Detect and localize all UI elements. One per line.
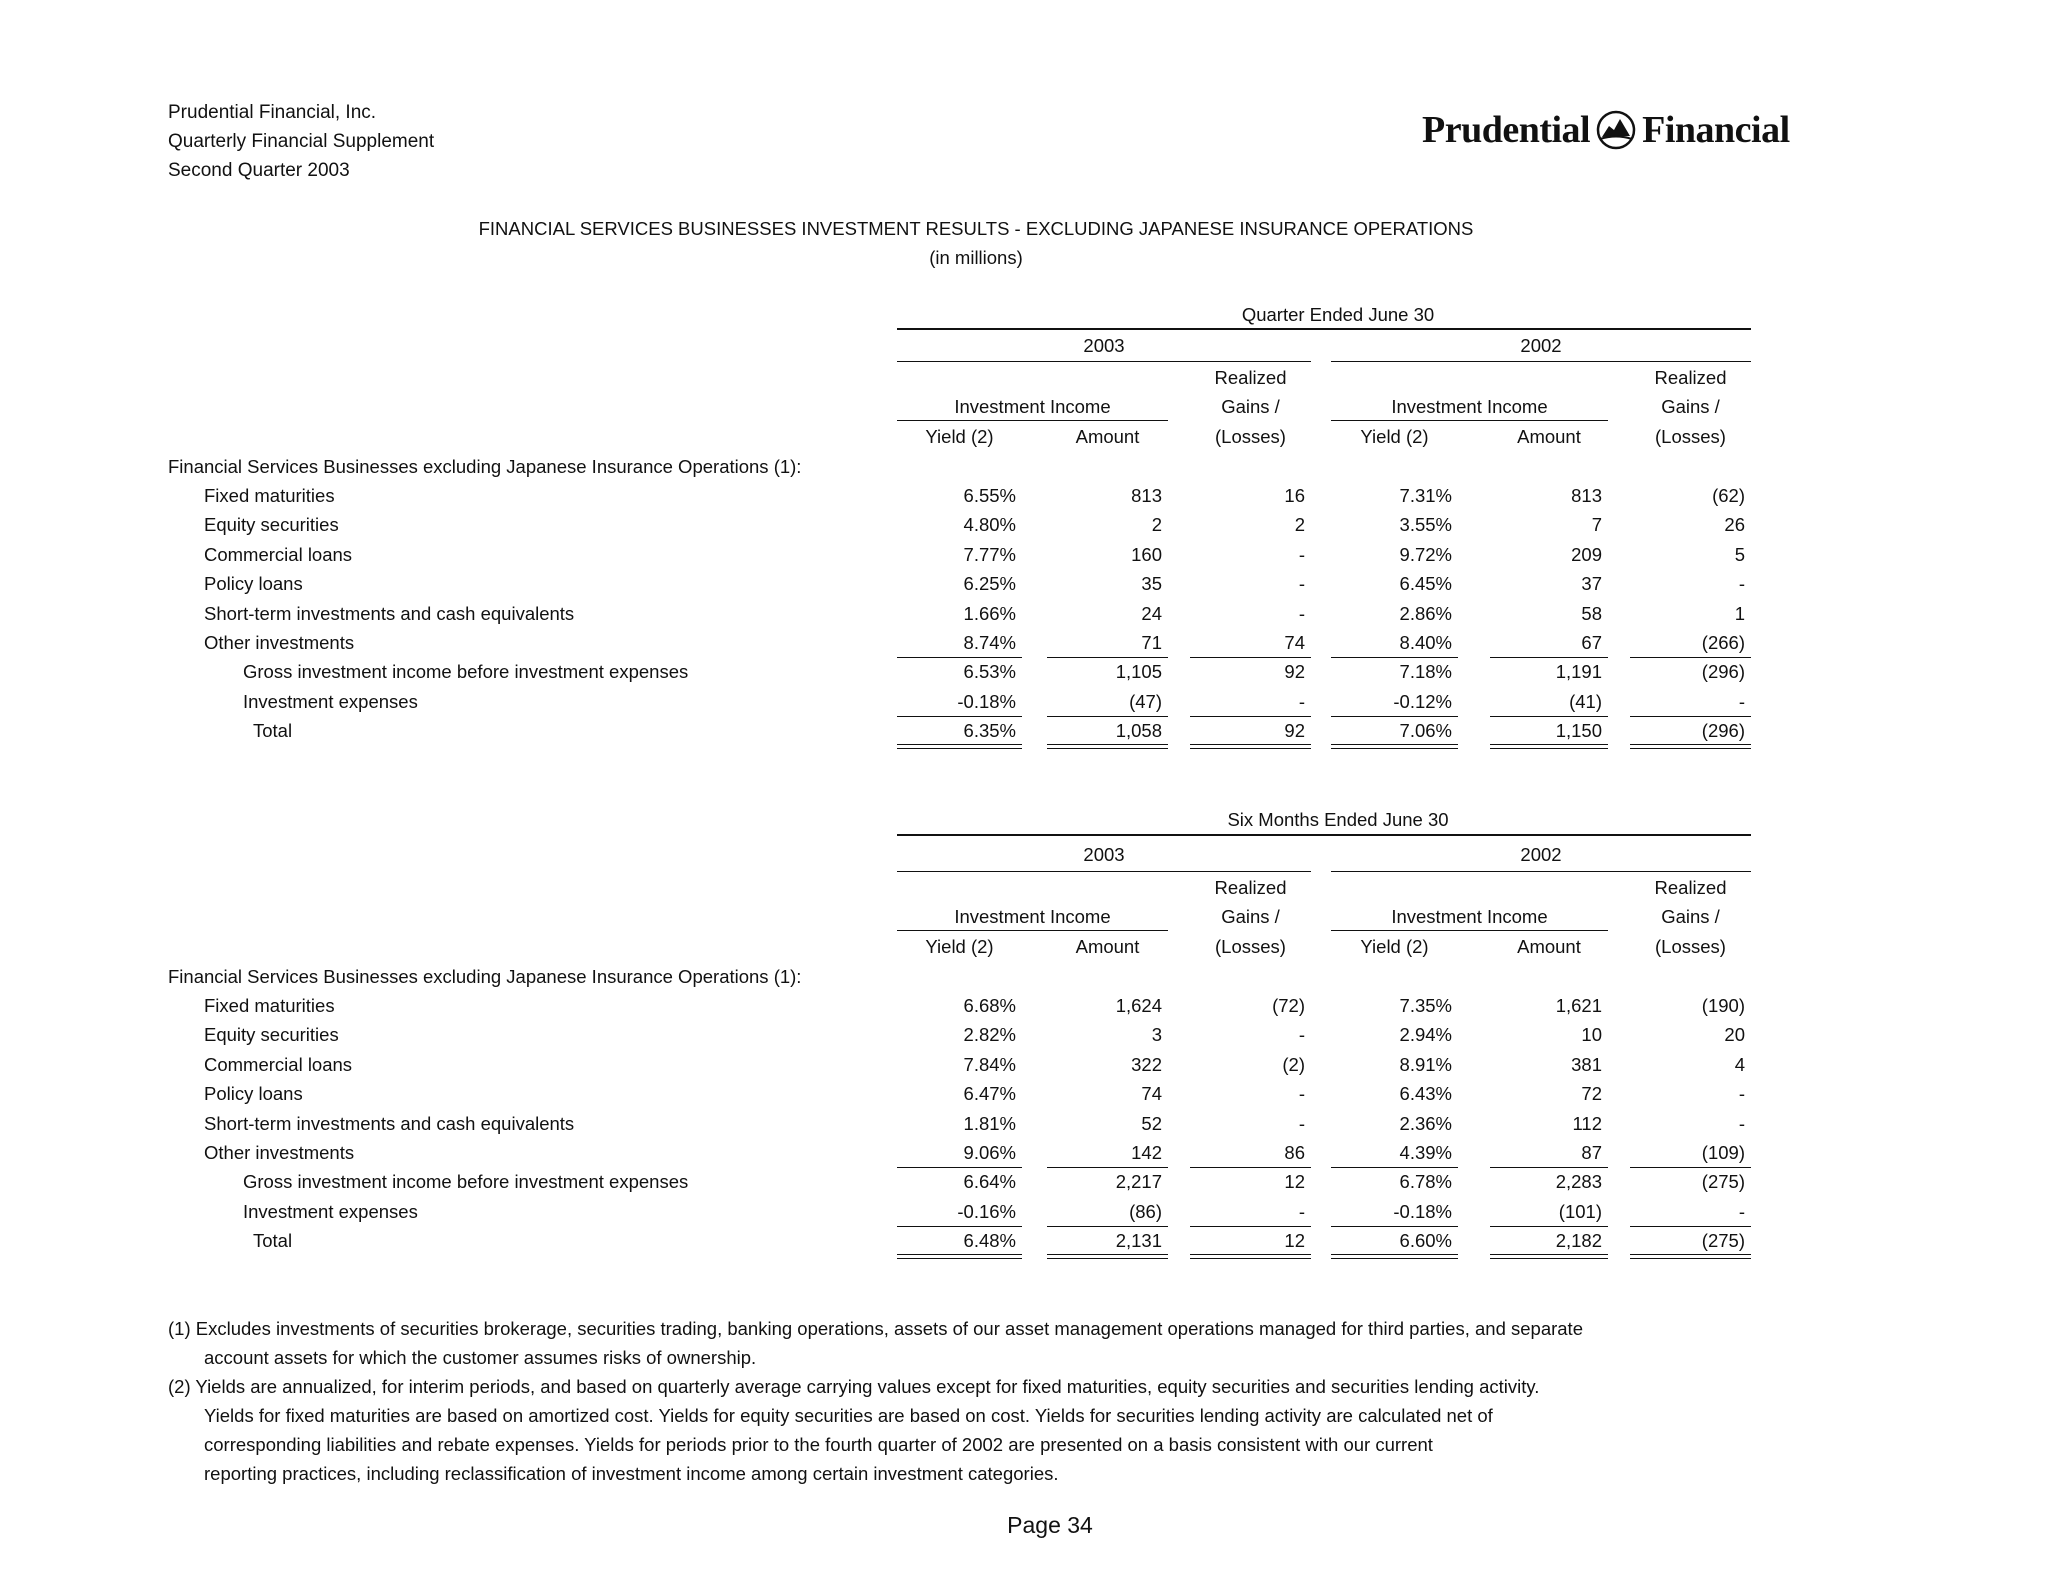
section-heading: Quarter Ended June 30 <box>1241 304 1435 325</box>
table-cell: 1,624 <box>1115 995 1162 1016</box>
table-cell: 71 <box>1141 632 1162 653</box>
amount-label: Amount <box>1517 426 1581 447</box>
subtotal-rule <box>897 657 1022 658</box>
losses-label: (Losses) <box>1655 426 1726 447</box>
prudential-logo <box>1422 108 1790 152</box>
amount-label: Amount <box>1075 936 1140 957</box>
subtotal-rule <box>1630 716 1751 717</box>
footnote-2-cont: reporting practices, including reclassification of investment income among certain investment categories. <box>204 1463 1059 1484</box>
table-cell: 112 <box>1572 1112 1602 1134</box>
table-cell: 142 <box>1131 1142 1162 1163</box>
table-cell: 12 <box>1284 1171 1305 1193</box>
total-double-rule <box>1190 1254 1311 1259</box>
table-cell: -0.12% <box>1393 690 1452 712</box>
table-cell: 8.91% <box>1399 1053 1452 1075</box>
table-cell: 6.55% <box>963 485 1016 506</box>
table-cell: 1,058 <box>1115 720 1162 742</box>
table-cell: (86) <box>1129 1200 1162 1222</box>
table-cell: 2 <box>1151 514 1162 536</box>
table-cell: 26 <box>1724 514 1745 536</box>
subtotal-rule <box>1490 1226 1608 1227</box>
total-double-rule <box>1047 1254 1168 1259</box>
row-label: Investment expenses <box>243 1200 418 1222</box>
table-cell: - <box>1738 1083 1745 1105</box>
subtotal-rule <box>1047 1167 1168 1168</box>
table-cell: 1,621 <box>1555 995 1602 1016</box>
table-cell: (62) <box>1712 485 1745 506</box>
group-label: Financial Services Businesses excluding Japanese Insurance Operations (1): <box>168 456 802 477</box>
company-name: Prudential Financial, Inc. <box>168 102 377 123</box>
row-label: Commercial loans <box>204 1053 353 1075</box>
section-heading: Six Months Ended June 30 <box>1227 809 1449 830</box>
table-cell: 16 <box>1284 485 1305 506</box>
table-cell: 6.43% <box>1399 1083 1452 1105</box>
investment-income-label: Investment Income <box>954 906 1111 927</box>
table-cell: 322 <box>1131 1053 1162 1075</box>
table-cell: 35 <box>1141 573 1162 595</box>
table-cell: - <box>1738 690 1745 712</box>
table-cell: - <box>1298 543 1305 565</box>
table-cell: 7.18% <box>1399 661 1452 683</box>
year-rule <box>897 361 1311 362</box>
realized-label: Realized <box>1654 877 1727 898</box>
table-cell: 7 <box>1591 514 1602 536</box>
row-label: Total <box>253 720 293 742</box>
gains-label: Gains / <box>1221 906 1280 927</box>
total-double-rule <box>1331 1254 1458 1259</box>
year-rule <box>1331 361 1751 362</box>
table-cell: 2,131 <box>1115 1230 1162 1252</box>
gains-label: Gains / <box>1661 396 1720 417</box>
table-cell: 8.40% <box>1399 632 1452 653</box>
table-cell: (190) <box>1701 995 1745 1016</box>
table-cell: 8.74% <box>963 632 1016 653</box>
table-cell: 6.64% <box>963 1171 1016 1193</box>
investment-income-label: Investment Income <box>954 396 1111 417</box>
table-cell: 2 <box>1294 514 1305 536</box>
table-cell: 5 <box>1734 543 1745 565</box>
table-cell: - <box>1298 1200 1305 1222</box>
income-rule <box>1331 420 1608 421</box>
table-cell: 1,191 <box>1555 661 1602 683</box>
table-cell: 92 <box>1284 661 1305 683</box>
table-cell: 813 <box>1571 485 1602 506</box>
table-cell: 2.86% <box>1399 602 1452 624</box>
row-label: Other investments <box>204 632 355 653</box>
heading-rule <box>897 834 1751 836</box>
group-label: Financial Services Businesses excluding Japanese Insurance Operations (1): <box>168 966 802 987</box>
losses-label: (Losses) <box>1215 936 1286 957</box>
subtotal-rule <box>1630 1167 1751 1168</box>
table-cell: 92 <box>1284 720 1305 742</box>
row-label: Other investments <box>204 1142 355 1163</box>
yield-label: Yield (2) <box>925 426 994 447</box>
table-cell: 37 <box>1581 573 1602 595</box>
table-cell: 58 <box>1581 602 1602 624</box>
total-double-rule <box>1047 744 1168 749</box>
row-label: Gross investment income before investment expenses <box>243 1171 689 1193</box>
row-label: Policy loans <box>204 573 303 595</box>
table-cell: 7.35% <box>1399 995 1452 1016</box>
subtotal-rule <box>1190 1167 1311 1168</box>
table-cell: 4.39% <box>1399 1142 1452 1163</box>
table-cell: 1.66% <box>963 602 1016 624</box>
row-label: Short-term investments and cash equivalents <box>204 602 575 624</box>
subtotal-rule <box>897 1226 1022 1227</box>
subtotal-rule <box>1047 716 1168 717</box>
footnote-2-cont: corresponding liabilities and rebate expenses. Yields for periods prior to the fourth quarter of 2002 are presented on a basis consistent with our current <box>204 1434 1433 1455</box>
total-double-rule <box>1190 744 1311 749</box>
year-rule <box>1331 871 1751 872</box>
table-cell: 7.31% <box>1399 485 1452 506</box>
page-number: Page 34 <box>1007 1512 1093 1538</box>
year-rule <box>897 871 1311 872</box>
subtotal-rule <box>1190 716 1311 717</box>
yield-label: Yield (2) <box>1360 936 1429 957</box>
realized-label: Realized <box>1654 367 1727 388</box>
year-2003: 2003 <box>1083 335 1125 356</box>
losses-label: (Losses) <box>1215 426 1286 447</box>
table-cell: (109) <box>1701 1142 1745 1163</box>
table-cell: 72 <box>1581 1083 1602 1105</box>
table-cell: 87 <box>1581 1142 1602 1163</box>
table-cell: (296) <box>1701 720 1745 742</box>
yield-label: Yield (2) <box>925 936 994 957</box>
income-rule <box>897 420 1168 421</box>
table-cell: 160 <box>1131 543 1162 565</box>
table-cell: 1.81% <box>963 1112 1016 1134</box>
year-2002: 2002 <box>1520 844 1562 865</box>
table-cell: 7.06% <box>1399 720 1452 742</box>
table-cell: 2.94% <box>1399 1024 1452 1046</box>
subtotal-rule <box>1331 1167 1458 1168</box>
table-cell: 6.53% <box>963 661 1016 683</box>
table-cell: - <box>1298 602 1305 624</box>
amount-label: Amount <box>1517 936 1581 957</box>
report-period: Second Quarter 2003 <box>168 160 350 181</box>
row-label: Policy loans <box>204 1083 303 1105</box>
gains-label: Gains / <box>1221 396 1280 417</box>
subtotal-rule <box>1630 1226 1751 1227</box>
row-label: Gross investment income before investment expenses <box>243 661 689 683</box>
table-cell: (296) <box>1701 661 1745 683</box>
subtotal-rule <box>1047 1226 1168 1227</box>
row-label: Fixed maturities <box>204 485 335 506</box>
table-cell: -0.18% <box>1393 1200 1452 1222</box>
heading-rule <box>897 328 1751 330</box>
total-double-rule <box>897 1254 1022 1259</box>
table-cell: 86 <box>1284 1142 1305 1163</box>
table-cell: 2,182 <box>1555 1230 1602 1252</box>
table-cell: 6.68% <box>963 995 1016 1016</box>
logo-word-right: Financial <box>1642 109 1790 151</box>
table-cell: -0.18% <box>957 690 1016 712</box>
table-cell: 2.36% <box>1399 1112 1452 1134</box>
report-subtitle: (in millions) <box>929 247 1023 268</box>
table-cell: 3.55% <box>1399 514 1452 536</box>
row-label: Equity securities <box>204 1024 339 1046</box>
footnote-2: (2) Yields are annualized, for interim periods, and based on quarterly average carrying values except for fixed maturities, equity securities and securities lending activity. <box>168 1376 1540 1397</box>
table-cell: -0.16% <box>957 1200 1016 1222</box>
table-cell: 4.80% <box>963 514 1016 536</box>
table-cell: 20 <box>1724 1024 1745 1046</box>
table-cell: (72) <box>1272 995 1305 1016</box>
table-cell: 7.84% <box>963 1053 1016 1075</box>
investment-income-label: Investment Income <box>1391 906 1548 927</box>
year-2003: 2003 <box>1083 844 1125 865</box>
total-double-rule <box>1490 1254 1608 1259</box>
total-double-rule <box>1331 744 1458 749</box>
table-cell: - <box>1298 1024 1305 1046</box>
total-double-rule <box>1630 1254 1751 1259</box>
income-rule <box>897 930 1168 931</box>
table-cell: (101) <box>1558 1200 1602 1222</box>
table-cell: 52 <box>1141 1112 1162 1134</box>
table-cell: - <box>1298 690 1305 712</box>
table-cell: (275) <box>1701 1230 1745 1252</box>
table-cell: 6.25% <box>963 573 1016 595</box>
row-label: Commercial loans <box>204 543 353 565</box>
table-cell: 24 <box>1141 602 1162 624</box>
footnote-1-cont: account assets for which the customer assumes risks of ownership. <box>204 1347 757 1368</box>
footnote-1: (1) Excludes investments of securities brokerage, securities trading, banking operations, assets of our asset management operations managed for third parties, and separate <box>168 1318 1583 1339</box>
table-cell: 209 <box>1571 543 1602 565</box>
table-cell: - <box>1738 1112 1745 1134</box>
table-cell: 6.45% <box>1399 573 1452 595</box>
realized-label: Realized <box>1214 877 1287 898</box>
subtotal-rule <box>1190 1226 1311 1227</box>
subtotal-rule <box>897 1167 1022 1168</box>
subtotal-rule <box>1490 1167 1608 1168</box>
subtotal-rule <box>1331 716 1458 717</box>
table-cell: 3 <box>1151 1024 1162 1046</box>
gains-label: Gains / <box>1661 906 1720 927</box>
subtotal-rule <box>1490 657 1608 658</box>
subtotal-rule <box>1331 1226 1458 1227</box>
report-title: FINANCIAL SERVICES BUSINESSES INVESTMENT RESULTS - EXCLUDING JAPANESE INSURANCE OPERATIONS <box>478 218 1474 239</box>
table-cell: 381 <box>1571 1053 1602 1075</box>
table-cell: 1 <box>1734 602 1745 624</box>
table-cell: 7.77% <box>963 543 1016 565</box>
table-cell: - <box>1298 573 1305 595</box>
logo-word-left: Prudential <box>1422 109 1591 151</box>
table-cell: 6.35% <box>963 720 1016 742</box>
rock-icon <box>1596 110 1636 150</box>
table-cell: 67 <box>1581 632 1602 653</box>
total-double-rule <box>1490 744 1608 749</box>
table-cell: 2,217 <box>1115 1171 1162 1193</box>
row-label: Investment expenses <box>243 690 418 712</box>
table-cell: (2) <box>1282 1053 1305 1075</box>
table-cell: 12 <box>1284 1230 1305 1252</box>
table-cell: 6.60% <box>1399 1230 1452 1252</box>
table-cell: 2.82% <box>963 1024 1016 1046</box>
row-label: Total <box>253 1230 293 1252</box>
subtotal-rule <box>1630 657 1751 658</box>
row-label: Short-term investments and cash equivalents <box>204 1112 575 1134</box>
amount-label: Amount <box>1075 426 1140 447</box>
table-cell: 10 <box>1581 1024 1602 1046</box>
table-cell: 1,105 <box>1115 661 1162 683</box>
table-cell: (266) <box>1701 632 1745 653</box>
investment-income-label: Investment Income <box>1391 396 1548 417</box>
table-cell: - <box>1298 1083 1305 1105</box>
realized-label: Realized <box>1214 367 1287 388</box>
subtotal-rule <box>897 716 1022 717</box>
table-cell: 4 <box>1734 1053 1745 1075</box>
table-cell: - <box>1298 1112 1305 1134</box>
row-label: Equity securities <box>204 514 339 536</box>
row-label: Fixed maturities <box>204 995 335 1016</box>
table-cell: 9.06% <box>963 1142 1016 1163</box>
subtotal-rule <box>1047 657 1168 658</box>
table-cell: 6.78% <box>1399 1171 1452 1193</box>
footnote-2-cont: Yields for fixed maturities are based on amortized cost. Yields for equity securities are based on cost. Yields for securities lending activity are calculated net of <box>204 1405 1493 1426</box>
yield-label: Yield (2) <box>1360 426 1429 447</box>
table-cell: 6.47% <box>963 1083 1016 1105</box>
year-2002: 2002 <box>1520 335 1562 356</box>
total-double-rule <box>897 744 1022 749</box>
report-name: Quarterly Financial Supplement <box>168 131 435 152</box>
table-cell: - <box>1738 573 1745 595</box>
table-cell: 813 <box>1131 485 1162 506</box>
table-cell: 9.72% <box>1399 543 1452 565</box>
table-cell: 74 <box>1141 1083 1162 1105</box>
table-cell: 6.48% <box>963 1230 1016 1252</box>
table-cell: (275) <box>1701 1171 1745 1193</box>
table-cell: (47) <box>1129 690 1162 712</box>
losses-label: (Losses) <box>1655 936 1726 957</box>
table-cell: 74 <box>1284 632 1305 653</box>
subtotal-rule <box>1331 657 1458 658</box>
table-cell: - <box>1738 1200 1745 1222</box>
table-cell: (41) <box>1569 690 1602 712</box>
table-cell: 1,150 <box>1555 720 1602 742</box>
total-double-rule <box>1630 744 1751 749</box>
income-rule <box>1331 930 1608 931</box>
table-cell: 2,283 <box>1555 1171 1602 1193</box>
subtotal-rule <box>1190 657 1311 658</box>
subtotal-rule <box>1490 716 1608 717</box>
